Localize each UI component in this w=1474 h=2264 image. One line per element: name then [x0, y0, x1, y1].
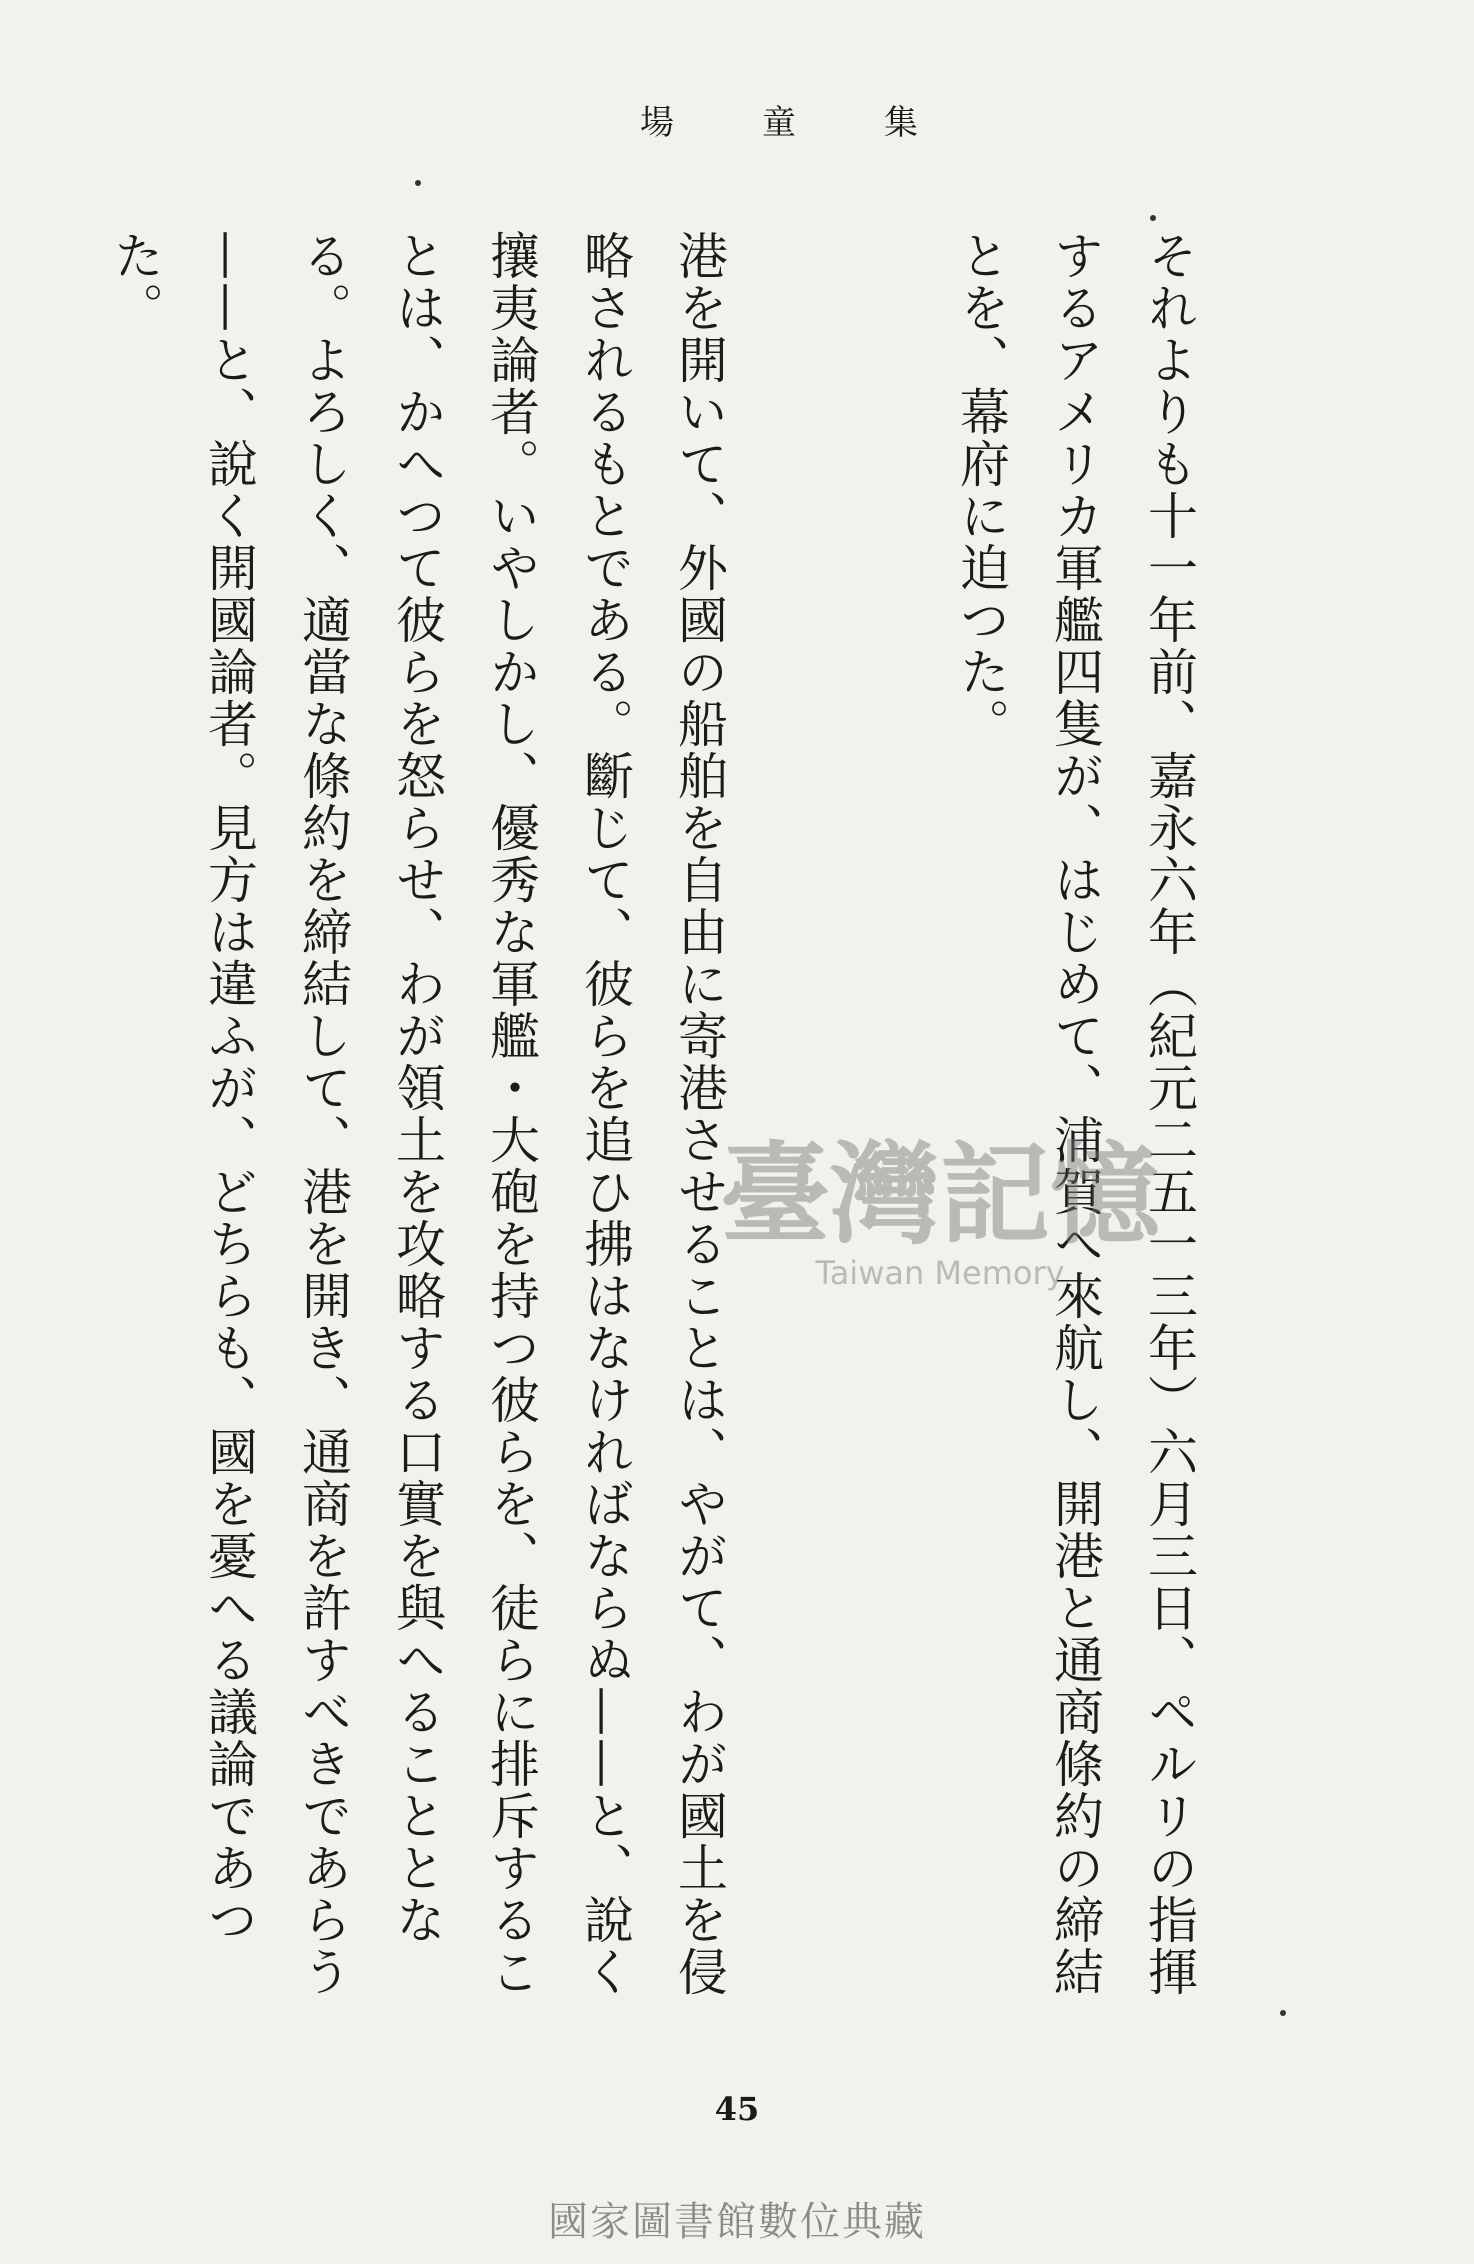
watermark-main: 臺灣記憶 — [720, 1130, 1160, 1259]
vertical-body-text — [104, 230, 1404, 2020]
header-char-2: 童 — [762, 103, 798, 143]
paragraph: 港を開いて、外國の船舶を自由に寄港させることは、やがて、わが國土を侵略されるもとである。斷じて、彼らを追ひ拂はなければならぬ——と、說く攘夷論者。いやしかし、優秀な軍艦・大砲を持つ彼らを、徒らに排斥することは、かへつて彼らを怒らせ、わが領土を攻略する口實を與へることとなる。よろしく、適當な條約を締結して、港を開き、通商を許すべきであらう——と、說く開國論者。見方は違ふが、どちらも、國を憂へる議論であつた。 — [106, 230, 728, 1998]
ink-speck — [1150, 215, 1156, 221]
header-char-1: 場 — [640, 103, 676, 143]
ink-speck — [415, 180, 421, 186]
library-footer: 國家圖書館數位典藏 — [548, 2199, 926, 2245]
page-number: 45 — [714, 2090, 760, 2128]
header-char-3: 集 — [884, 103, 920, 143]
paragraph: それよりも十一年前、嘉永六年（紀元二五一三年）六月三日、ペルリの指揮するアメリカ軍艦四隻が、はじめて、浦賀へ來航し、開港と通商條約の締結とを、幕府に迫つた。 — [952, 230, 1198, 1998]
running-header — [640, 95, 920, 144]
ink-speck — [1280, 2010, 1286, 2016]
watermark-sub: Taiwan Memory — [815, 1254, 1065, 1292]
watermark — [720, 1130, 1160, 1292]
